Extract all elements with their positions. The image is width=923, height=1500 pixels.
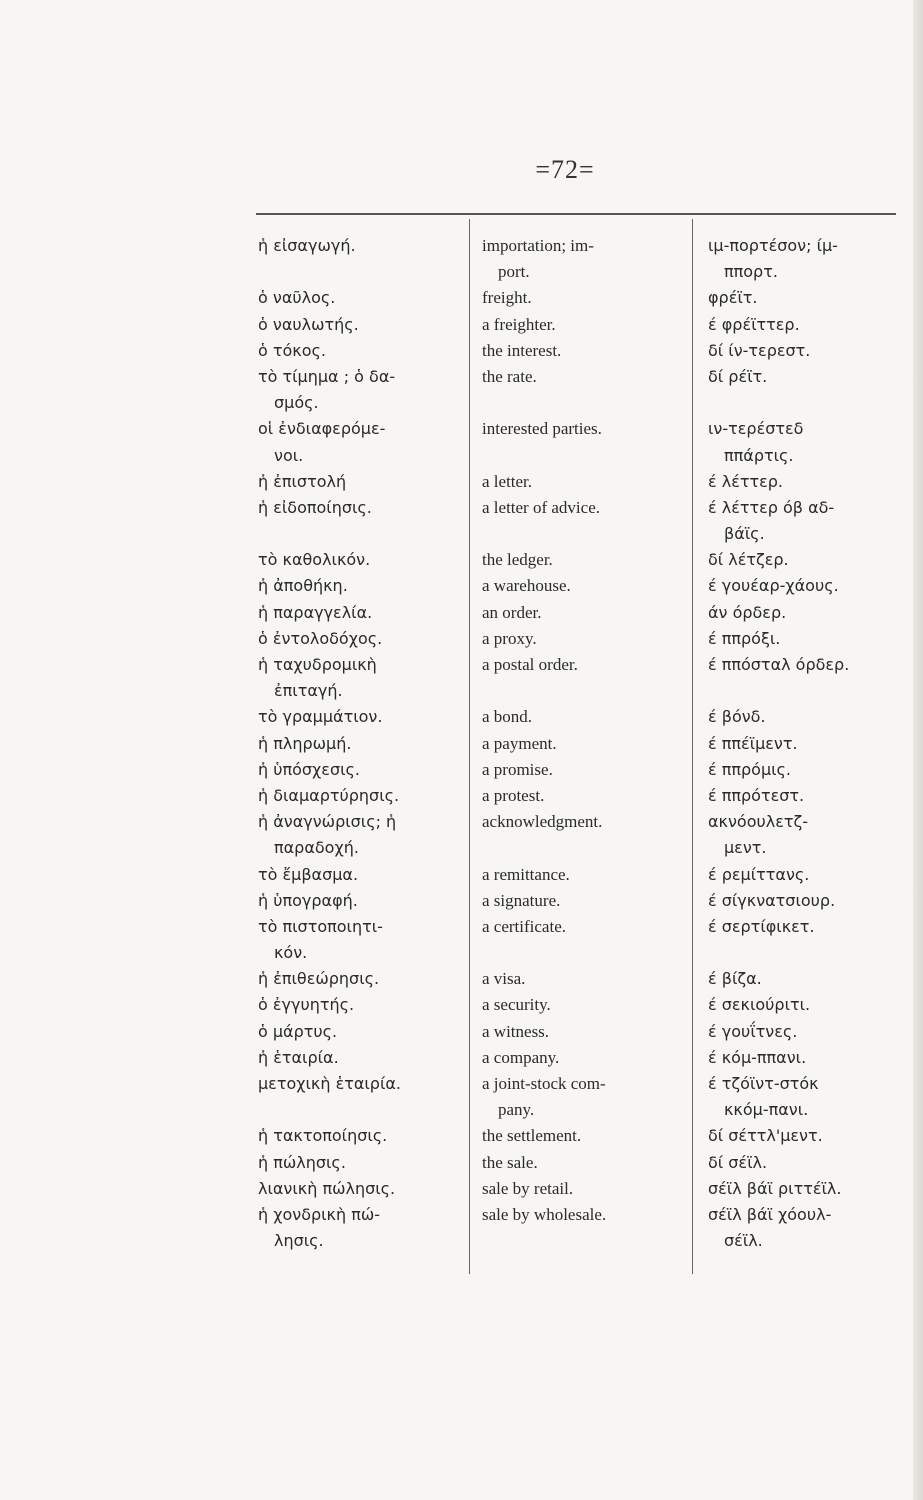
- greek-term-line: ἡ ἀναγνώρισις; ἡ: [258, 812, 397, 832]
- pronunciation-line: έ γουΐτνες.: [708, 1021, 798, 1041]
- english-translation-line: a certificate.: [482, 916, 566, 936]
- english-translation-line: [482, 940, 687, 966]
- greek-term-line: οἱ ἐνδιαφερόμε-: [258, 419, 386, 439]
- column-divider-left: [469, 219, 470, 1274]
- greek-term-line: σμός.: [274, 393, 319, 413]
- english-translation-line: [482, 835, 687, 861]
- pronunciation-line: ππορτ.: [724, 262, 778, 282]
- english-translation-line: a letter of advice.: [482, 497, 600, 517]
- pronunciation-line: μεντ.: [724, 838, 767, 858]
- pronunciation-line: έ ρεμίττανς.: [708, 864, 810, 884]
- pronunciation-line: βάϊς.: [724, 524, 765, 544]
- greek-term-line: [258, 521, 463, 547]
- pronunciation-line: φρέϊτ.: [708, 288, 758, 308]
- pronunciation-line: έ ππρόμις.: [708, 759, 792, 779]
- greek-terms-column: [258, 233, 463, 1254]
- english-translation-line: a remittance.: [482, 864, 570, 884]
- english-translation-line: the interest.: [482, 340, 562, 360]
- greek-term-line: νοι.: [274, 445, 304, 465]
- greek-term-line: ἡ εἰσαγωγή.: [258, 236, 356, 255]
- english-translation-line: sale by wholesale.: [482, 1204, 607, 1224]
- pronunciation-line: έ τζόϊντ-στόκ: [708, 1074, 819, 1093]
- greek-term-line: ἡ πληρωμή.: [258, 733, 352, 753]
- pronunciation-line: ππάρτις.: [724, 445, 794, 465]
- english-translation-line: a company.: [482, 1047, 560, 1067]
- english-translation-line: a proxy.: [482, 628, 537, 648]
- pronunciation-line: έ κόμ-ππανι.: [708, 1047, 807, 1067]
- english-translation-line: a protest.: [482, 785, 545, 805]
- english-translation-line: [482, 443, 687, 469]
- pronunciation-column: [708, 233, 908, 1254]
- greek-term-line: ὁ ἐγγυητής.: [258, 995, 355, 1015]
- pronunciation-line: έ φρέϊττερ.: [708, 314, 800, 334]
- greek-term-line: ἡ ταχυδρομικὴ: [258, 655, 377, 674]
- english-translation-line: a signature.: [482, 890, 561, 910]
- english-translation-line: a warehouse.: [482, 576, 571, 596]
- pronunciation-line: δί λέτζερ.: [708, 550, 789, 570]
- english-translation-line: a freighter.: [482, 314, 556, 334]
- pronunciation-line: [708, 678, 908, 704]
- pronunciation-line: άν όρδερ.: [708, 602, 787, 622]
- english-translation-line: the sale.: [482, 1152, 538, 1172]
- english-translation-line: a bond.: [482, 707, 533, 727]
- greek-term-line: ἡ παραγγελία.: [258, 602, 373, 622]
- greek-term-line: λιανικὴ πώλησις.: [258, 1178, 396, 1198]
- greek-term-line: [258, 259, 463, 285]
- pronunciation-line: έ σεκιούριτι.: [708, 995, 811, 1015]
- greek-term-line: [258, 1097, 463, 1123]
- pronunciation-line: ιμ-πορτέσον; ίμ-: [708, 236, 838, 255]
- english-translation-line: [482, 390, 687, 416]
- english-translation-line: a visa.: [482, 969, 526, 989]
- english-translation-line: a payment.: [482, 733, 557, 753]
- greek-term-line: ἡ διαμαρτύρησις.: [258, 785, 400, 805]
- greek-term-line: ἡ ὑπογραφή.: [258, 890, 358, 910]
- english-translation-line: a letter.: [482, 471, 533, 491]
- greek-term-line: ἐπιταγή.: [274, 681, 343, 701]
- pronunciation-line: έ γουέαρ-χάους.: [708, 576, 839, 596]
- english-translation-line: a joint-stock com-: [482, 1074, 606, 1093]
- pronunciation-line: δί ρέϊτ.: [708, 366, 768, 386]
- english-translation-line: the rate.: [482, 366, 537, 386]
- greek-term-line: ἡ χονδρικὴ πώ-: [258, 1204, 381, 1224]
- greek-term-line: τὸ τίμημα ; ὁ δα-: [258, 366, 396, 386]
- pronunciation-line: κκόμ-πανι.: [724, 1100, 809, 1120]
- greek-term-line: ὁ ναῦλος.: [258, 288, 336, 308]
- pronunciation-line: έ ππρόξι.: [708, 628, 781, 648]
- english-translation-line: the ledger.: [482, 550, 553, 570]
- english-translation-line: freight.: [482, 288, 532, 308]
- pronunciation-line: ιν-τερέστεδ: [708, 419, 804, 439]
- english-translation-line: an order.: [482, 602, 542, 622]
- greek-term-line: ἡ ἀποθήκη.: [258, 576, 348, 596]
- greek-term-line: ὁ τόκος.: [258, 340, 326, 360]
- greek-term-line: ἡ εἰδοποίησις.: [258, 497, 372, 517]
- english-translation-line: [482, 678, 687, 704]
- pronunciation-line: έ βίζα.: [708, 969, 762, 989]
- english-translation-line: sale by retail.: [482, 1178, 574, 1198]
- pronunciation-line: έ λέττερ όβ αδ-: [708, 497, 835, 517]
- pronunciation-line: [708, 940, 908, 966]
- greek-term-line: τὸ καθολικόν.: [258, 550, 371, 570]
- greek-term-line: τὸ πιστοποιητι-: [258, 916, 383, 936]
- greek-term-line: κόν.: [274, 943, 308, 963]
- pronunciation-line: έ σερτίφικετ.: [708, 916, 815, 936]
- english-translation-line: a promise.: [482, 759, 553, 779]
- english-translation-line: a security.: [482, 995, 551, 1015]
- english-translation-line: the settlement.: [482, 1126, 582, 1146]
- english-translation-line: [482, 521, 687, 547]
- greek-term-line: ὁ ναυλωτής.: [258, 314, 359, 334]
- english-translation-line: importation; im-: [482, 236, 594, 255]
- greek-term-line: ἡ ἐπιστολή: [258, 471, 347, 491]
- greek-term-line: ὁ μάρτυς.: [258, 1021, 338, 1041]
- greek-term-line: ἡ ὑπόσχεσις.: [258, 759, 360, 779]
- pronunciation-line: ακνόουλετζ-: [708, 812, 808, 832]
- pronunciation-line: δί σέττλ'μεντ.: [708, 1126, 823, 1146]
- column-divider-right: [692, 219, 693, 1274]
- english-translation-line: interested parties.: [482, 419, 602, 439]
- greek-term-line: ἡ ἐπιθεώρησις.: [258, 969, 380, 989]
- pronunciation-line: έ ππόσταλ όρδερ.: [708, 655, 850, 674]
- english-translation-line: pany.: [498, 1100, 535, 1120]
- pronunciation-line: σέϊλ βάϊ ριττέϊλ.: [708, 1178, 842, 1198]
- english-translation-line: a witness.: [482, 1021, 550, 1041]
- greek-term-line: ἡ ἑταιρία.: [258, 1047, 339, 1067]
- pronunciation-line: έ ππέϊμεντ.: [708, 733, 798, 753]
- greek-term-line: μετοχικὴ ἑταιρία.: [258, 1074, 402, 1093]
- greek-term-line: παραδοχή.: [274, 838, 359, 858]
- english-translation-column: [482, 233, 687, 1254]
- greek-term-line: τὸ γραμμάτιον.: [258, 707, 383, 727]
- english-translation-line: port.: [498, 262, 530, 282]
- greek-term-line: τὸ ἔμβασμα.: [258, 864, 359, 884]
- pronunciation-line: έ λέττερ.: [708, 471, 784, 491]
- greek-term-line: ὁ ἐντολοδόχος.: [258, 628, 383, 648]
- pronunciation-line: έ βόνδ.: [708, 707, 766, 727]
- english-translation-line: acknowledgment.: [482, 812, 603, 832]
- header-rule: [256, 213, 896, 215]
- english-translation-line: [482, 1228, 687, 1254]
- pronunciation-line: [708, 390, 908, 416]
- pronunciation-line: δί σέϊλ.: [708, 1152, 768, 1172]
- page-number: =72=: [535, 155, 595, 184]
- pronunciation-line: έ σίγκνατσιουρ.: [708, 890, 836, 910]
- pronunciation-line: έ ππρότεστ.: [708, 785, 805, 805]
- pronunciation-line: σέϊλ βάϊ χόουλ-: [708, 1204, 832, 1224]
- english-translation-line: a postal order.: [482, 655, 578, 674]
- pronunciation-line: δί ίν-τερεστ.: [708, 340, 811, 360]
- page-edge: [913, 0, 923, 1500]
- greek-term-line: λησις.: [274, 1231, 324, 1251]
- greek-term-line: ἡ πώλησις.: [258, 1152, 346, 1172]
- pronunciation-line: σέϊλ.: [724, 1231, 763, 1251]
- greek-term-line: ἡ τακτοποίησις.: [258, 1126, 388, 1146]
